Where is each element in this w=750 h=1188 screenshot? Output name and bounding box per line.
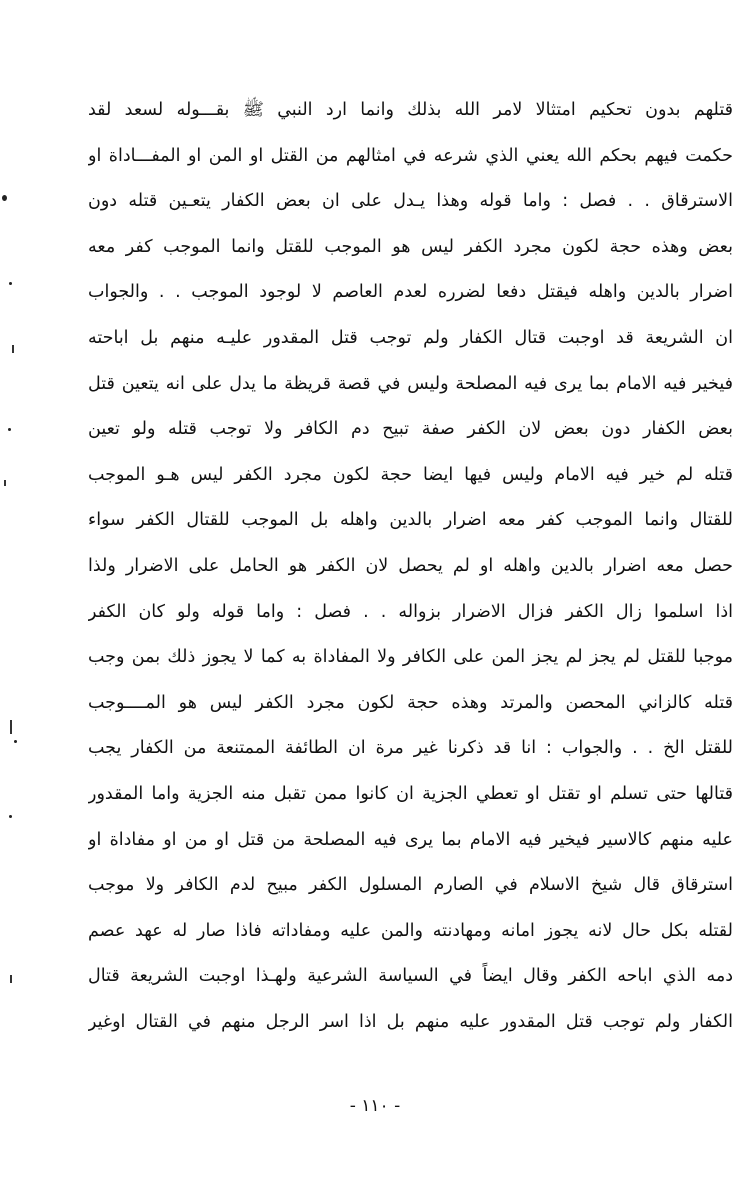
- text-line: قتله لم خير فيه الامام وليس فيها ايضا حجة لكون مجرد الكفر ليس هـو الموجب: [88, 464, 733, 485]
- scan-speck: [9, 815, 12, 818]
- scan-speck: [14, 740, 17, 743]
- scan-speck: [10, 975, 12, 983]
- text-line: فيخير فيه الامام بما يرى فيه المصلحة وليس في قصة قريظة ما يدل على انه يتعين قتل: [88, 373, 733, 394]
- text-line: للقتل الخ . . والجواب : انا قد ذكرنا غير مرة ان الطائفة الممتنعة من الكفار يجب: [88, 738, 733, 759]
- text-line: بعض وهذه حجة لكون مجرد الكفر ليس هو الموجب للقتل وانما الموجب كفر معه: [88, 236, 733, 257]
- scan-speck: [2, 195, 7, 201]
- text-line: قتالها حتى تسلم او تقتل او تعطي الجزية ان كانوا ممن تقبل منه الجزية واما المقدور: [88, 783, 733, 804]
- page-number: - ١١٠ -: [349, 1096, 401, 1116]
- text-line: استرقاق قال شيخ الاسلام في الصارم المسلول الكفر مبيح لدم الكافر ولا موجب: [88, 875, 733, 896]
- text-line: بعض الكفار دون بعض لان الكفر صفة تبيح دم الكافر ولا توجب قتله ولو تعين: [88, 419, 733, 440]
- text-line: للقتال وانما الموجب كفر معه اضرار بالدين واهله بل الموجب للقتال الكفر سواء: [88, 510, 733, 531]
- text-line: حكمت فيهم بحكم الله يعني الذي شرعه في امثالهم من القتل او المن او المفـــاداة او: [88, 145, 733, 166]
- text-line: الكفار ولم توجب قتل المقدور عليه منهم بل اذا اسر الرجل منهم في القتال اوغير: [88, 1011, 733, 1032]
- text-line: قتله كالزاني المحصن والمرتد وهذه حجة لكون مجرد الكفر ليس هو المــــوجب: [88, 692, 733, 713]
- text-line: موجبا للقتل لم يجز لم يجز المن على الكافر ولا المفاداة به كما لا يجوز ذلك بمن وجب: [88, 647, 733, 668]
- text-line: اضرار بالدين واهله فيقتل دفعا لضرره لعدم العاصم لا لوجود الموجب . . والجواب: [88, 282, 733, 303]
- scan-speck: [4, 480, 6, 486]
- body-text: [88, 88, 733, 1045]
- text-line: اذا اسلموا زال الكفر فزال الاضرار بزواله . . فصل : واما قوله ولو كان الكفر: [88, 601, 733, 622]
- scan-speck: [12, 345, 14, 353]
- text-line: الاسترقاق . . فصل : واما قوله وهذا يـدل على ان بعض الكفار يتعـين قتله دون: [88, 191, 733, 212]
- text-line: لقتله بكل حال لانه يجوز امانه ومهادنته والمن عليه ومفاداته فاذا صار له عهد عصم: [88, 920, 733, 941]
- scan-speck: [9, 282, 12, 285]
- scan-speck: [10, 720, 12, 734]
- text-line: دمه الذي اباحه الكفر وقال ايضاً في السياسة الشرعية ولهـذا اوجبت الشريعة قتال: [88, 966, 733, 987]
- text-line: ان الشريعة قد اوجبت قتال الكفار ولم توجب قتل المقدور عليـه منهم بل اباحته: [88, 327, 733, 348]
- text-line: حصل معه اضرار بالدين واهله او لم يحصل لان الكفر هو الحامل على الاضرار ولذا: [88, 555, 733, 576]
- text-line: عليه منهم كالاسير فيخير فيه الامام بما يرى فيه المصلحة من قتل او من او مفاداة او: [88, 829, 733, 850]
- scan-speck: [8, 428, 11, 431]
- text-line: قتلهم بدون تحكيم امتثالا لامر الله بذلك وانما ارد النبي ﷺ بقـــوله لسعد لقد: [88, 100, 733, 120]
